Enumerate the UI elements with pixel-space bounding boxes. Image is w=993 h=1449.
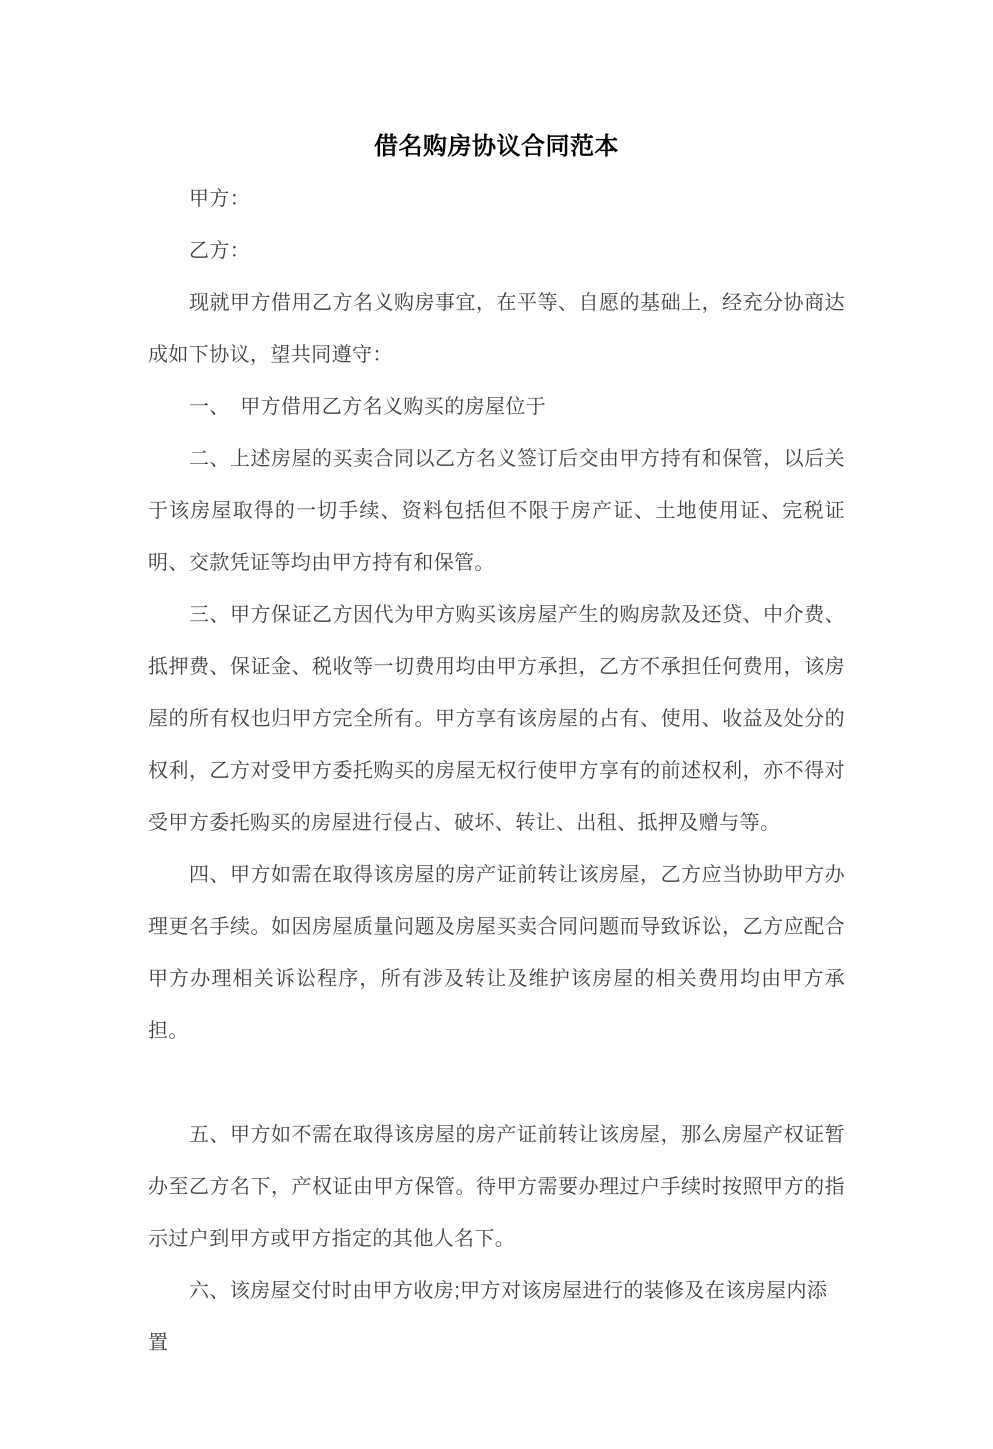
document-title: 借名购房协议合同范本 [374,133,619,160]
clause-2-paragraph: 二、上述房屋的买卖合同以乙方名义签订后交由甲方持有和保管，以后关于该房屋取得的一切手续、资料包括但不限于房产证、土地使用证、完税证明、交款凭证等均由甲方持有和保管。 [148,448,845,574]
clause-6-paragraph: 六、该房屋交付时由甲方收房;甲方对该房屋进行的装修及在该房屋内添置 [148,1280,828,1354]
party-a-line: 甲方： [189,188,251,210]
clause-5-paragraph: 五、甲方如不需在取得该房屋的房产证前转让该房屋，那么房屋产权证暂办至乙方名下，产权证由甲方保管。待甲方需要办理过户手续时按照甲方的指示过户到甲方或甲方指定的其他人名下。 [148,1124,845,1250]
party-b-line: 乙方： [189,240,251,262]
clause-3-paragraph: 三、甲方保证乙方因代为甲方购买该房屋产生的购房款及还贷、中介费、抵押费、保证金、税收等一切费用均由甲方承担，乙方不承担任何费用，该房屋的所有权也归甲方完全所有。甲方享有该房屋的占有、使用、收益及处分的权利，乙方对受甲方委托购买的房屋无权行使甲方享有的前述权利，亦不得对受甲方委托购买的房屋进行侵占、破坏、转让、出租、抵押及赠与等。 [148,604,845,834]
clause-4-paragraph: 四、甲方如需在取得该房屋的房产证前转让该房屋，乙方应当协助甲方办理更名手续。如因房屋质量问题及房屋买卖合同问题而导致诉讼，乙方应配合甲方办理相关诉讼程序，所有涉及转让及维护该房屋的相关费用均由甲方承担。 [148,864,845,1042]
preamble-paragraph: 现就甲方借用乙方名义购房事宜，在平等、自愿的基础上，经充分协商达成如下协议，望共同遵守： [148,292,845,366]
clause-1-paragraph: 一、 甲方借用乙方名义购买的房屋位于 [189,396,547,418]
